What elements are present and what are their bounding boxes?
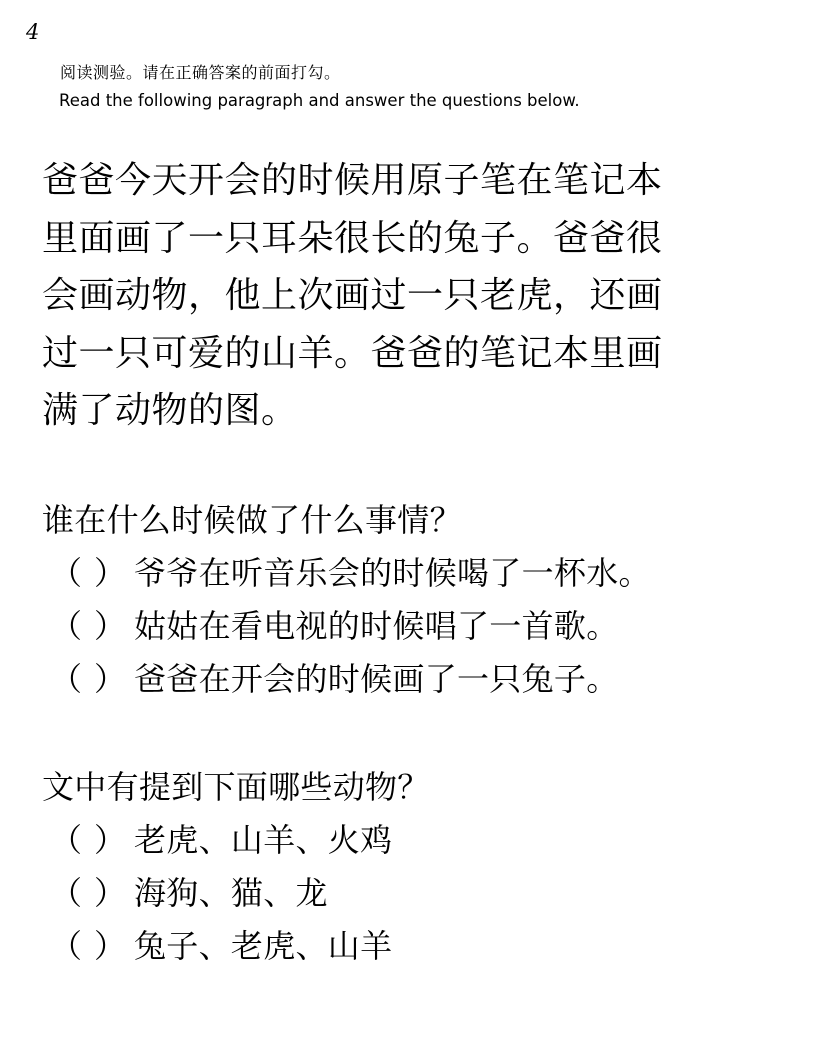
question-2 bbox=[42, 760, 802, 973]
paren-open: （ bbox=[50, 660, 83, 698]
paren-close: ） bbox=[94, 821, 127, 859]
paren-open: （ bbox=[50, 607, 83, 645]
answer-checkbox[interactable] bbox=[42, 600, 130, 653]
answer-checkbox[interactable] bbox=[42, 814, 130, 867]
question-2-option-3 bbox=[42, 920, 802, 973]
passage-line: 爸爸今天开会的时候用原子笔在笔记本 bbox=[42, 160, 663, 201]
answer-checkbox[interactable] bbox=[42, 920, 130, 973]
question-2-option-1 bbox=[42, 814, 802, 867]
question-1-option-1 bbox=[42, 547, 802, 600]
question-1-option-3 bbox=[42, 653, 802, 706]
paren-close: ） bbox=[94, 927, 127, 965]
question-2-option-2 bbox=[42, 867, 802, 920]
paren-close: ） bbox=[94, 660, 127, 698]
question-1-option-2 bbox=[42, 600, 802, 653]
paren-open: （ bbox=[50, 874, 83, 912]
option-text: 爸爸在开会的时候画了一只兔子。 bbox=[134, 660, 619, 698]
option-text: 兔子、老虎、山羊 bbox=[134, 927, 393, 965]
passage-line: 里面画了一只耳朵很长的兔子。爸爸很 bbox=[42, 217, 663, 259]
answer-checkbox[interactable] bbox=[42, 547, 130, 600]
paren-close: ） bbox=[94, 607, 127, 645]
question-2-title: 文中有提到下面哪些动物？ bbox=[42, 768, 430, 806]
instruction-english: Read the following paragraph and answer the questions below. bbox=[59, 91, 580, 110]
paren-close: ） bbox=[94, 554, 127, 592]
paren-open: （ bbox=[50, 821, 83, 859]
option-text: 海狗、猫、龙 bbox=[134, 874, 328, 912]
passage-line: 满了动物的图。 bbox=[42, 390, 298, 431]
option-text: 姑姑在看电视的时候唱了一首歌。 bbox=[134, 607, 619, 645]
question-1-title: 谁在什么时候做了什么事情？ bbox=[42, 501, 462, 539]
question-1 bbox=[42, 493, 802, 706]
option-text: 爷爷在听音乐会的时候喝了一杯水。 bbox=[134, 554, 651, 592]
option-text: 老虎、山羊、火鸡 bbox=[134, 821, 393, 859]
passage-line: 会画动物，他上次画过一只老虎，还画 bbox=[42, 275, 663, 316]
answer-checkbox[interactable] bbox=[42, 867, 130, 920]
paren-open: （ bbox=[50, 554, 83, 592]
instruction-chinese: 阅读测验。请在正确答案的前面打勾。 bbox=[60, 63, 341, 82]
passage-line: 过一只可爱的山羊。爸爸的笔记本里画 bbox=[42, 332, 663, 374]
answer-checkbox[interactable] bbox=[42, 653, 130, 706]
page-number: 4 bbox=[26, 20, 40, 44]
paren-close: ） bbox=[94, 874, 127, 912]
paren-open: （ bbox=[50, 927, 83, 965]
reading-passage bbox=[42, 152, 782, 440]
